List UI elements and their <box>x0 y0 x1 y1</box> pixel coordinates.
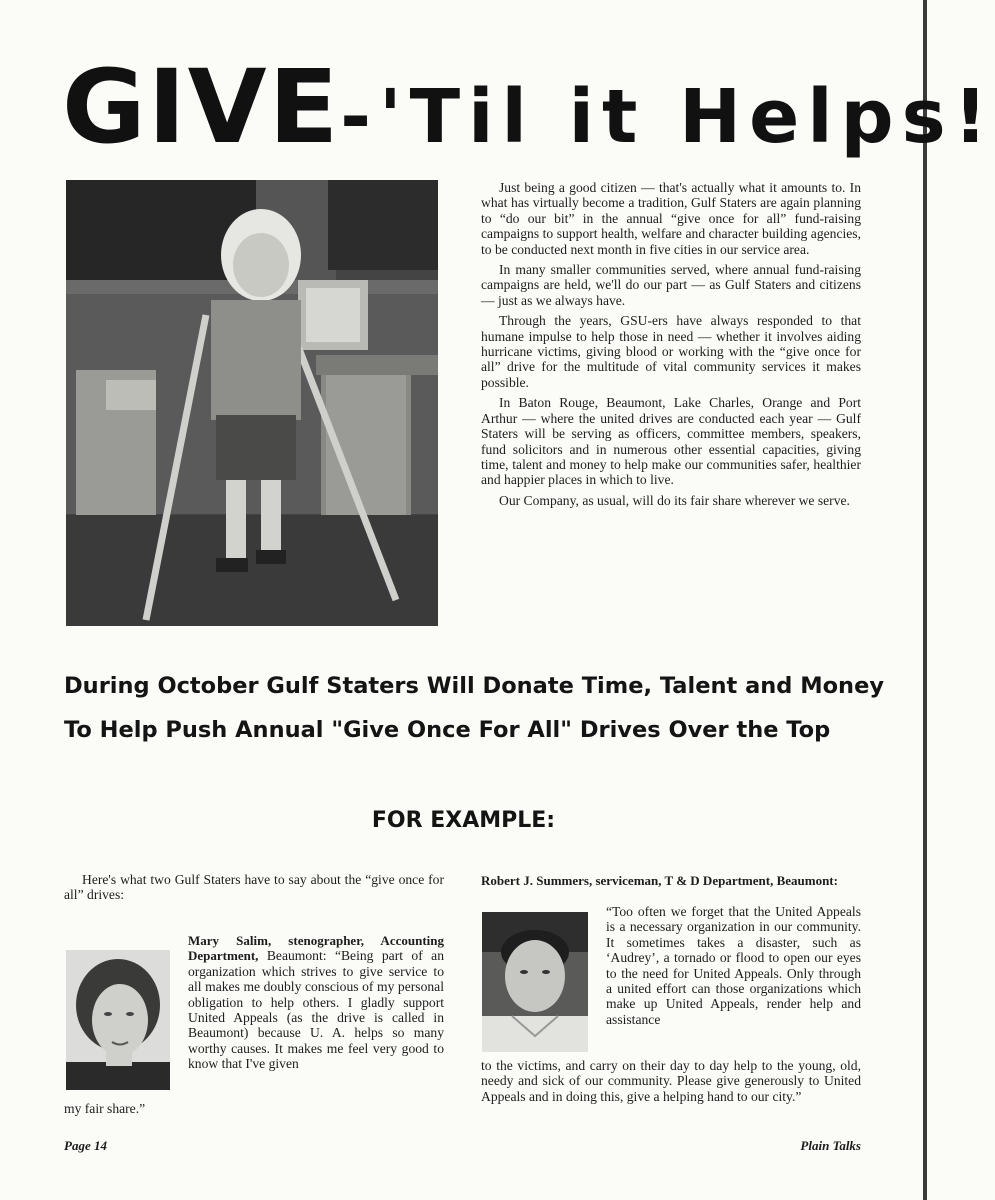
boy-on-crutches-illustration <box>66 180 438 626</box>
mary-quote: “Being part of an organization which strives to give service to all makes me doubly conscious of my personal obligation to help others. I gladly support United Appeals (as the drive is called in Beaumont) because U. A. helps so many worthy causes. It makes me feel very good to know that I've given <box>188 948 445 1072</box>
title-til-it-helps: -'Til it Helps! <box>340 74 995 160</box>
robert-summers-portrait <box>482 912 588 1052</box>
page-title <box>62 48 995 168</box>
for-example-heading: FOR EXAMPLE: <box>371 808 556 833</box>
intro-paragraph: Through the years, GSU-ers have always responded to that humane impulse to help those in need — whether it involves aiding hurricane victims, giving blood or working with the “give once for all” drive for the multitude of vital community services it makes possible. <box>481 313 861 390</box>
mary-byline: Mary Salim, stenographer, Accounting Department, <box>188 933 444 964</box>
title-give: GIVE <box>62 48 341 167</box>
headline-line-2: To Help Push Annual "Give Once For All" Drives Over the Top <box>64 717 831 743</box>
robert-byline-block <box>481 873 861 888</box>
intro-paragraph: In many smaller communities served, where annual fund-raising campaigns are held, we'll do our part — as Gulf Staters and citizens — just as we always have. <box>481 262 861 308</box>
page-edge-shadow <box>923 0 927 1200</box>
intro-paragraph: In Baton Rouge, Beaumont, Lake Charles, Orange and Port Arthur — where the united drives are conducted each year — Gulf Staters will be serving as officers, committee members, speakers, fund solicitors and in numerous other essential capacities, giving time, talent and money to help make our communities safer, healthier and happier places in which to live. <box>481 395 861 488</box>
page-number: Page 14 <box>64 1138 107 1153</box>
intro-article <box>481 180 861 513</box>
headline <box>64 664 884 752</box>
lead-text: Here's what two Gulf Staters have to say about the “give once for all” drives: <box>64 872 444 903</box>
column-left-lead <box>64 872 444 903</box>
photo-robert-summers <box>482 912 588 1052</box>
mary-quote-tail: my fair share.” <box>64 1101 146 1116</box>
publication-name: Plain Talks <box>800 1138 861 1153</box>
robert-quote-part-a: “Too often we forget that the United Appeals is a necessary organization in our community. It sometimes takes a disaster, such as ‘Audrey’, a tornado or flood to open our eyes to the need for United Appeals. Only through a united effort can those organizations which make up United Appeals, render help and assistance <box>606 904 861 1027</box>
robert-quote-part-b: to the victims, and carry on their day to day help to the young, old, needy and sick of our community. Please give generously to United Appeals and in doing this, give a helping hand to our city.” <box>481 1058 861 1104</box>
intro-paragraph: Our Company, as usual, will do its fair share wherever we serve. <box>499 492 850 508</box>
mary-salim-portrait <box>66 950 170 1090</box>
headline-line-1: During October Gulf Staters Will Donate Time, Talent and Money <box>64 673 884 699</box>
photo-mary-salim <box>66 950 170 1090</box>
robert-byline: Robert J. Summers, serviceman, T & D Department, Beaumont: <box>481 873 838 888</box>
mary-salim-quote-block <box>188 933 444 1072</box>
photo-boy-on-crutches <box>66 180 438 626</box>
mary-location: Beaumont: <box>266 948 327 964</box>
intro-paragraph: Just being a good citizen — that's actually what it amounts to. In what has virtually become a tradition, Gulf Staters are again planning to “do our bit” in the annual “give once for all” fund-raising campaigns to support health, welfare and character building agencies, to be conducted next month in five cities in our service area. <box>481 180 861 257</box>
